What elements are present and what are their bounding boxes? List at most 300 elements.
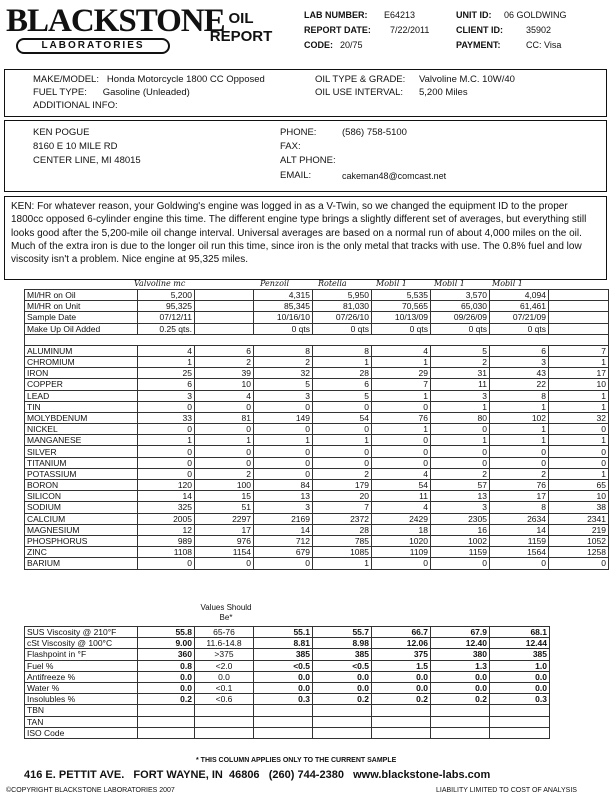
row-label: MANGANESE xyxy=(25,435,138,446)
cell-col-2: 1 xyxy=(195,435,254,446)
element-row-manganese xyxy=(25,435,609,446)
cell-col-5: 0 xyxy=(372,457,431,468)
footer-copyright: ©COPYRIGHT BLACKSTONE LABORATORIES 2007 xyxy=(6,787,175,794)
element-row-barium xyxy=(25,558,609,569)
lab-comment: KEN: For whatever reason, your Goldwing's engine was logged in as a V-Twin, so we changed the equipment ID to the proper 1800cc opposed 6-cylinder engine this time. The different engine type brings a slightly different set of averages, but everything still looks good after the 5,200-mile oil change interval. Universal averages are based on a normal run of about 4,000 miles on the oil. Much of the extra iron is due to the longer oil run this time, since iron is the only metal that tracks with use. The 0.8% fuel and low viscosity isn't a problem. Nice engine at 95,325 miles. xyxy=(11,201,587,266)
cell-col-2: 51 xyxy=(195,502,254,513)
cell-col-7: 1 xyxy=(490,435,549,446)
cell-col-5 xyxy=(372,705,431,716)
cell-col-6: 5 xyxy=(431,345,490,356)
cell-col-4: 0 xyxy=(313,457,372,468)
cell-col-1: 0 xyxy=(138,401,195,412)
cell-col-1: 1 xyxy=(138,435,195,446)
cell-col-6: 3 xyxy=(431,502,490,513)
cell-col-4: 1085 xyxy=(313,547,372,558)
element-row-titanium xyxy=(25,457,609,468)
report-date-label: REPORT DATE: xyxy=(304,25,371,35)
oil-type-value: Valvoline M.C. 10W/40 xyxy=(419,74,515,85)
lab-info-block xyxy=(304,8,434,52)
lab-number-label: LAB NUMBER: xyxy=(304,10,368,20)
cell-col-3: 8 xyxy=(254,345,313,356)
row-label: SUS Viscosity @ 210°F xyxy=(25,627,138,638)
row-label: Sample Date xyxy=(25,312,138,323)
info-row-mi-hr-on-unit xyxy=(25,301,609,312)
cell-col-2: 4 xyxy=(195,390,254,401)
cell-col-1 xyxy=(138,705,195,716)
cell-col-6: 65,030 xyxy=(431,301,490,312)
cell-col-4: 0 xyxy=(313,446,372,457)
cell-col-3: 2 xyxy=(254,356,313,367)
cell-col-6: 1.3 xyxy=(431,660,490,671)
cell-col-4: 6 xyxy=(313,379,372,390)
unit-id-value: 06 GOLDWING xyxy=(504,10,567,20)
cell-col-1: 0.25 qts. xyxy=(138,323,195,334)
cell-col-8 xyxy=(549,290,609,301)
row-label: SILICON xyxy=(25,491,138,502)
row-label: Water % xyxy=(25,682,138,693)
property-row-insolubles xyxy=(25,694,550,705)
handwritten-oil-1: Valvoline mc xyxy=(134,279,186,288)
fax-label: FAX: xyxy=(280,141,301,152)
row-label: MI/HR on Oil xyxy=(25,290,138,301)
cell-col-5: 5,535 xyxy=(372,290,431,301)
cell-col-3: 32 xyxy=(254,368,313,379)
cell-col-7: 0 xyxy=(490,558,549,569)
row-label: TAN xyxy=(25,716,138,727)
cell-col-2: 6 xyxy=(195,345,254,356)
cell-col-6: 1 xyxy=(431,435,490,446)
cell-col-4: 5 xyxy=(313,390,372,401)
element-row-nickel xyxy=(25,424,609,435)
row-label: cSt Viscosity @ 100°C xyxy=(25,638,138,649)
element-row-lead xyxy=(25,390,609,401)
cell-col-1 xyxy=(138,716,195,727)
cell-col-2: 11.6-14.8 xyxy=(195,638,254,649)
row-label: MAGNESIUM xyxy=(25,524,138,535)
property-row-iso-code xyxy=(25,727,550,738)
cell-col-6: 16 xyxy=(431,524,490,535)
info-row-mi-hr-on-oil xyxy=(25,290,609,301)
row-label: Flashpoint in °F xyxy=(25,649,138,660)
cell-col-5: 29 xyxy=(372,368,431,379)
blank-cell xyxy=(25,334,609,345)
cell-col-6: 0 qts xyxy=(431,323,490,334)
cell-col-4: 55.7 xyxy=(313,627,372,638)
row-label: Make Up Oil Added xyxy=(25,323,138,334)
cell-col-5 xyxy=(372,727,431,738)
cell-col-5: 0 xyxy=(372,435,431,446)
logo-wordmark: BLACKSTONE xyxy=(6,3,225,39)
report-date-value: 7/22/2011 xyxy=(390,25,430,35)
cell-col-7: 1564 xyxy=(490,547,549,558)
element-row-iron xyxy=(25,368,609,379)
cell-col-7: 385 xyxy=(490,649,550,660)
property-row-antifreeze xyxy=(25,671,550,682)
cell-col-3: 4,315 xyxy=(254,290,313,301)
row-label: BORON xyxy=(25,480,138,491)
info-row-sample-date xyxy=(25,312,609,323)
title-line-2: REPORT xyxy=(209,28,273,45)
element-row-silicon xyxy=(25,491,609,502)
row-label: COPPER xyxy=(25,379,138,390)
title-line-1: OIL xyxy=(228,10,254,27)
client-id-label: CLIENT ID: xyxy=(456,25,503,35)
phone-label: PHONE: xyxy=(280,127,317,138)
cell-col-3: 0 xyxy=(254,457,313,468)
handwritten-oil-4: Mobil 1 xyxy=(376,279,407,288)
row-label: CALCIUM xyxy=(25,513,138,524)
property-row-tbn xyxy=(25,705,550,716)
cell-col-2: >375 xyxy=(195,649,254,660)
cell-col-2: 0.0 xyxy=(195,671,254,682)
cell-col-6: 2305 xyxy=(431,513,490,524)
cell-col-6: 0 xyxy=(431,424,490,435)
cell-col-3: 3 xyxy=(254,502,313,513)
row-label: TBN xyxy=(25,705,138,716)
cell-col-6: 3,570 xyxy=(431,290,490,301)
cell-col-7: 8 xyxy=(490,390,549,401)
additional-info-label: ADDITIONAL INFO: xyxy=(33,100,118,111)
cell-col-1 xyxy=(138,727,195,738)
element-row-copper xyxy=(25,379,609,390)
cell-col-1: 25 xyxy=(138,368,195,379)
cell-col-7: 0 xyxy=(490,457,549,468)
cell-col-7: 17 xyxy=(490,491,549,502)
cell-col-4: 28 xyxy=(313,368,372,379)
cell-col-8: 1258 xyxy=(549,547,609,558)
cell-col-7: 3 xyxy=(490,356,549,367)
cell-col-6: 0 xyxy=(431,457,490,468)
cell-col-4: 0.0 xyxy=(313,671,372,682)
cell-col-3: 149 xyxy=(254,412,313,423)
cell-col-2: 0 xyxy=(195,446,254,457)
oil-interval-value: 5,200 Miles xyxy=(419,87,468,98)
cell-col-6: 13 xyxy=(431,491,490,502)
cell-col-1: 4 xyxy=(138,345,195,356)
cell-col-4: 20 xyxy=(313,491,372,502)
cell-col-5: 1 xyxy=(372,356,431,367)
cell-col-5: 1 xyxy=(372,424,431,435)
row-label: SILVER xyxy=(25,446,138,457)
cell-col-2: 2 xyxy=(195,468,254,479)
client-info-box xyxy=(4,120,607,192)
cell-col-5: 12.06 xyxy=(372,638,431,649)
cell-col-2 xyxy=(195,301,254,312)
column-footnote: * THIS COLUMN APPLIES ONLY TO THE CURRENT SAMPLE xyxy=(196,757,397,764)
property-row-water xyxy=(25,682,550,693)
cell-col-1: 0 xyxy=(138,457,195,468)
blank-row xyxy=(25,334,609,345)
cell-col-3: 5 xyxy=(254,379,313,390)
cell-col-7 xyxy=(490,716,550,727)
cell-col-6: 57 xyxy=(431,480,490,491)
cell-col-3: 0 xyxy=(254,401,313,412)
cell-col-3: 712 xyxy=(254,535,313,546)
cell-col-2: <0.6 xyxy=(195,694,254,705)
element-row-tin xyxy=(25,401,609,412)
fuel-value: Gasoline (Unleaded) xyxy=(102,87,190,98)
cell-col-1: 2005 xyxy=(138,513,195,524)
cell-col-2: 976 xyxy=(195,535,254,546)
cell-col-4: 1 xyxy=(313,356,372,367)
row-label: TIN xyxy=(25,401,138,412)
cell-col-1: 5,200 xyxy=(138,290,195,301)
cell-col-1: 0 xyxy=(138,446,195,457)
cell-col-5: 66.7 xyxy=(372,627,431,638)
cell-col-2 xyxy=(195,727,254,738)
cell-col-5: 7 xyxy=(372,379,431,390)
cell-col-5: 375 xyxy=(372,649,431,660)
cell-col-1: 0.0 xyxy=(138,671,195,682)
report-title xyxy=(206,10,276,46)
make-value: Honda Motorcycle 1800 CC Opposed xyxy=(106,74,265,85)
cell-col-5: 4 xyxy=(372,468,431,479)
cell-col-5: 0 qts xyxy=(372,323,431,334)
cell-col-2: 0 xyxy=(195,457,254,468)
cell-col-8: 219 xyxy=(549,524,609,535)
cell-col-2: 2297 xyxy=(195,513,254,524)
cell-col-7: 12.44 xyxy=(490,638,550,649)
cell-col-3: 85,345 xyxy=(254,301,313,312)
row-label: IRON xyxy=(25,368,138,379)
cell-col-8: 10 xyxy=(549,379,609,390)
handwritten-oil-names xyxy=(104,279,609,289)
cell-col-6: 31 xyxy=(431,368,490,379)
cell-col-3: 679 xyxy=(254,547,313,558)
cell-col-7: 76 xyxy=(490,480,549,491)
cell-col-1: 0.2 xyxy=(138,694,195,705)
info-row-make-up-oil-added xyxy=(25,323,609,334)
cell-col-6: 3 xyxy=(431,390,490,401)
make-row xyxy=(33,74,265,86)
cell-col-8: 32 xyxy=(549,412,609,423)
code-label: CODE: xyxy=(304,40,333,50)
element-row-magnesium xyxy=(25,524,609,535)
properties-table xyxy=(24,626,550,739)
cell-col-2: 65-76 xyxy=(195,627,254,638)
element-row-phosphorus xyxy=(25,535,609,546)
handwritten-oil-2: Penzoil xyxy=(260,279,290,288)
cell-col-3: 10/16/10 xyxy=(254,312,313,323)
blackstone-logo xyxy=(6,3,225,54)
property-row-cst-viscosity-100-c xyxy=(25,638,550,649)
cell-col-2: 81 xyxy=(195,412,254,423)
cell-col-8: 1 xyxy=(549,468,609,479)
cell-col-2: 10 xyxy=(195,379,254,390)
cell-col-8: 10 xyxy=(549,491,609,502)
cell-col-5: 10/13/09 xyxy=(372,312,431,323)
element-row-potassium xyxy=(25,468,609,479)
cell-col-4: 7 xyxy=(313,502,372,513)
property-row-fuel xyxy=(25,660,550,671)
cell-col-4: 1 xyxy=(313,558,372,569)
cell-col-3 xyxy=(254,716,313,727)
cell-col-1: 325 xyxy=(138,502,195,513)
cell-col-4: <0.5 xyxy=(313,660,372,671)
cell-col-5: 54 xyxy=(372,480,431,491)
element-rows xyxy=(25,345,609,569)
oil-type-label: OIL TYPE & GRADE: xyxy=(315,74,406,85)
handwritten-oil-5: Mobil 1 xyxy=(434,279,465,288)
cell-col-5: 1109 xyxy=(372,547,431,558)
cell-col-5: 70,565 xyxy=(372,301,431,312)
row-label: MOLYBDENUM xyxy=(25,412,138,423)
cell-col-2: 2 xyxy=(195,356,254,367)
cell-col-5: 0.2 xyxy=(372,694,431,705)
cell-col-5: 2429 xyxy=(372,513,431,524)
cell-col-5: 1.5 xyxy=(372,660,431,671)
cell-col-1: 12 xyxy=(138,524,195,535)
cell-col-1: 0 xyxy=(138,468,195,479)
cell-col-3: 55.1 xyxy=(254,627,313,638)
cell-col-2: 100 xyxy=(195,480,254,491)
cell-col-4: 0.2 xyxy=(313,694,372,705)
cell-col-1: 3 xyxy=(138,390,195,401)
cell-col-2 xyxy=(195,312,254,323)
fuel-row xyxy=(33,87,190,99)
cell-col-6: 09/26/09 xyxy=(431,312,490,323)
cell-col-1: 360 xyxy=(138,649,195,660)
cell-col-5: 0.0 xyxy=(372,671,431,682)
cell-col-8: 0 xyxy=(549,446,609,457)
cell-col-1: 0.8 xyxy=(138,660,195,671)
cell-col-6: 0 xyxy=(431,558,490,569)
cell-col-4 xyxy=(313,727,372,738)
email-value: cakeman48@comcast.net xyxy=(342,171,447,181)
cell-col-1: 989 xyxy=(138,535,195,546)
alt-phone-label: ALT PHONE: xyxy=(280,155,336,166)
cell-col-4: 07/26/10 xyxy=(313,312,372,323)
cell-col-3 xyxy=(254,705,313,716)
cell-col-3: 0 xyxy=(254,446,313,457)
element-row-sodium xyxy=(25,502,609,513)
row-label: BARIUM xyxy=(25,558,138,569)
cell-col-8: 1 xyxy=(549,401,609,412)
info-rows xyxy=(25,290,609,335)
cell-col-1: 14 xyxy=(138,491,195,502)
element-row-chromium xyxy=(25,356,609,367)
cell-col-8 xyxy=(549,323,609,334)
cell-col-7: 0.0 xyxy=(490,671,550,682)
cell-col-3: 0 xyxy=(254,424,313,435)
cell-col-4: 28 xyxy=(313,524,372,535)
element-row-zinc xyxy=(25,547,609,558)
cell-col-1: 9.00 xyxy=(138,638,195,649)
cell-col-3: 0.3 xyxy=(254,694,313,705)
analysis-table xyxy=(24,289,609,570)
cell-col-2: 15 xyxy=(195,491,254,502)
oil-interval-label: OIL USE INTERVAL: xyxy=(315,87,403,98)
cell-col-6: 67.9 xyxy=(431,627,490,638)
cell-col-2 xyxy=(195,290,254,301)
cell-col-2: <2.0 xyxy=(195,660,254,671)
cell-col-7: 43 xyxy=(490,368,549,379)
cell-col-8: 38 xyxy=(549,502,609,513)
cell-col-3: 13 xyxy=(254,491,313,502)
email-label: EMAIL: xyxy=(280,170,312,181)
property-row-tan xyxy=(25,716,550,727)
fuel-label: FUEL TYPE: xyxy=(33,87,87,98)
cell-col-5: 18 xyxy=(372,524,431,535)
cell-col-8: 17 xyxy=(549,368,609,379)
payment-label: PAYMENT: xyxy=(456,40,501,50)
cell-col-1: 0.0 xyxy=(138,682,195,693)
cell-col-6 xyxy=(431,727,490,738)
cell-col-4: 54 xyxy=(313,412,372,423)
cell-col-3: 14 xyxy=(254,524,313,535)
cell-col-8: 1 xyxy=(549,390,609,401)
cell-col-7: 102 xyxy=(490,412,549,423)
cell-col-4: 1 xyxy=(313,435,372,446)
cell-col-7: 22 xyxy=(490,379,549,390)
row-label: LEAD xyxy=(25,390,138,401)
cell-col-4: 385 xyxy=(313,649,372,660)
cell-col-4 xyxy=(313,716,372,727)
cell-col-5: 1 xyxy=(372,390,431,401)
cell-col-6 xyxy=(431,716,490,727)
cell-col-4: 179 xyxy=(313,480,372,491)
element-row-calcium xyxy=(25,513,609,524)
row-label: ALUMINUM xyxy=(25,345,138,356)
cell-col-8: 65 xyxy=(549,480,609,491)
cell-col-3: 8.81 xyxy=(254,638,313,649)
cell-col-3: 84 xyxy=(254,480,313,491)
cell-col-3: 0 qts xyxy=(254,323,313,334)
cell-col-2: 17 xyxy=(195,524,254,535)
cell-col-3: 1 xyxy=(254,435,313,446)
cell-col-7: 07/21/09 xyxy=(490,312,549,323)
cell-col-4: 785 xyxy=(313,535,372,546)
cell-col-8: 1 xyxy=(549,356,609,367)
cell-col-3: 0 xyxy=(254,558,313,569)
cell-col-6: 0 xyxy=(431,446,490,457)
row-label: POTASSIUM xyxy=(25,468,138,479)
make-label: MAKE/MODEL: xyxy=(33,74,99,85)
row-label: ISO Code xyxy=(25,727,138,738)
cell-col-3: <0.5 xyxy=(254,660,313,671)
cell-col-6: 1002 xyxy=(431,535,490,546)
values-should-be-label: Values Should Be* xyxy=(200,603,252,622)
cell-col-5: 0 xyxy=(372,401,431,412)
cell-col-5: 11 xyxy=(372,491,431,502)
cell-col-6: 11 xyxy=(431,379,490,390)
cell-col-6: 0.2 xyxy=(431,694,490,705)
payment-value: CC: Visa xyxy=(526,40,562,50)
cell-col-7: 68.1 xyxy=(490,627,550,638)
logo-subtitle: LABORATORIES xyxy=(16,38,170,54)
cell-col-2: 0 xyxy=(195,558,254,569)
cell-col-1: 6 xyxy=(138,379,195,390)
cell-col-4 xyxy=(313,705,372,716)
cell-col-6: 2 xyxy=(431,468,490,479)
client-name: KEN POGUE xyxy=(33,127,90,138)
cell-col-5: 4 xyxy=(372,345,431,356)
cell-col-4: 8.98 xyxy=(313,638,372,649)
row-label: MI/HR on Unit xyxy=(25,301,138,312)
cell-col-6: 12.40 xyxy=(431,638,490,649)
cell-col-5: 1020 xyxy=(372,535,431,546)
element-row-silver xyxy=(25,446,609,457)
row-label: Insolubles % xyxy=(25,694,138,705)
cell-col-3: 3 xyxy=(254,390,313,401)
cell-col-2 xyxy=(195,705,254,716)
cell-col-8: 0 xyxy=(549,457,609,468)
cell-col-7: 0.3 xyxy=(490,694,550,705)
cell-col-2: <0.1 xyxy=(195,682,254,693)
lab-number-value: E64213 xyxy=(384,10,416,20)
cell-col-2: 0 xyxy=(195,424,254,435)
cell-col-8: 7 xyxy=(549,345,609,356)
